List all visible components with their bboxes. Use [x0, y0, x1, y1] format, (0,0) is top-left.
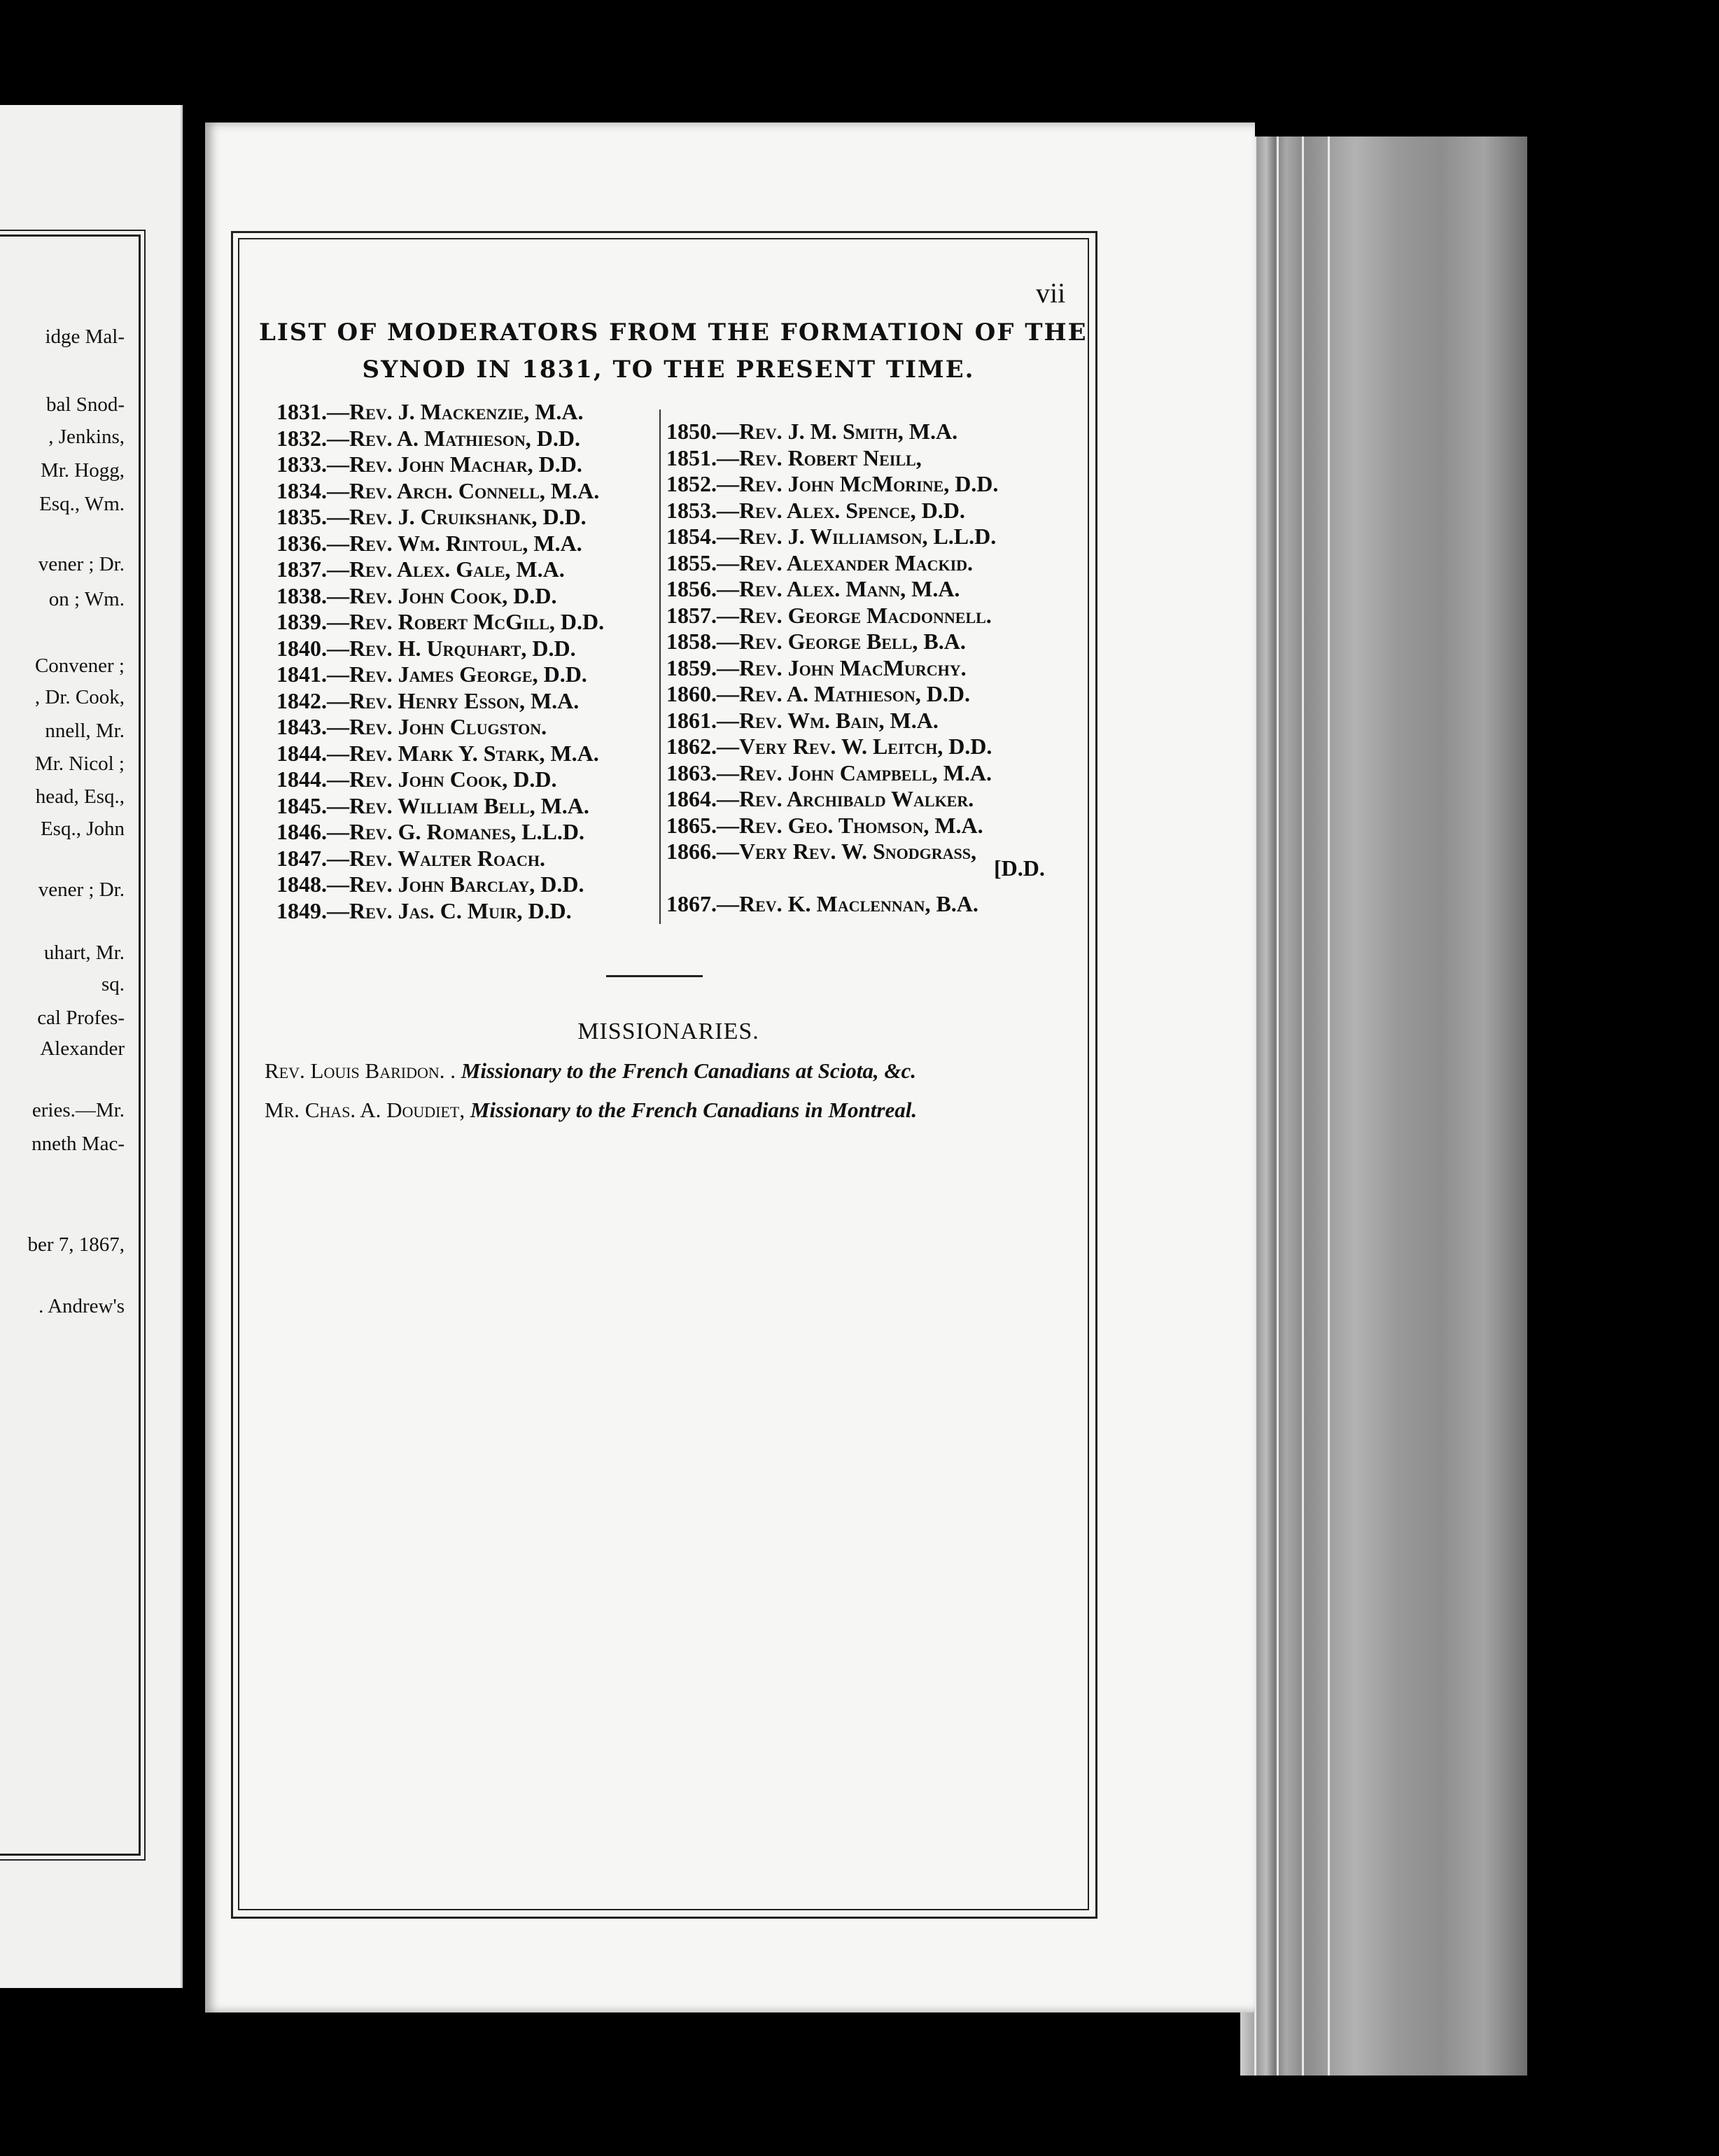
moderator-entry	[666, 839, 976, 864]
moderator-name: —Rev. Wm. Bain, M.A.	[717, 707, 939, 733]
moderator-year: 1840.	[276, 635, 327, 661]
moderator-entry	[276, 609, 604, 635]
page-edge-line	[1302, 136, 1304, 2076]
moderator-name: —Rev. J. Williamson, L.L.D.	[717, 524, 997, 549]
moderator-entry	[666, 498, 965, 524]
moderator-name: —Rev. J. M. Smith, M.A.	[717, 419, 958, 444]
moderator-name: —Rev. Wm. Rintoul, M.A.	[327, 530, 582, 556]
moderator-year: 1846.	[276, 819, 327, 844]
moderator-name: —Rev. H. Urquhart, D.D.	[327, 635, 576, 661]
moderator-year: 1864.	[666, 786, 717, 811]
moderator-entry	[666, 419, 957, 444]
moderator-year: 1860.	[666, 681, 717, 706]
left-page-line: vener ; Dr.	[38, 878, 125, 901]
column-divider	[659, 410, 661, 924]
list-title-line-1: LIST OF MODERATORS FROM THE FORMATION OF THE	[259, 318, 1088, 346]
moderator-entry	[666, 524, 996, 550]
moderator-name: —Rev. John Cook, D.D.	[327, 582, 557, 608]
moderator-name: —Rev. John Barclay, D.D.	[327, 872, 584, 897]
moderator-year: 1845.	[276, 792, 327, 818]
missionaries-heading: MISSIONARIES.	[577, 1018, 759, 1044]
moderator-name: —Rev. John Machar, D.D.	[327, 451, 582, 477]
page-edge-line	[1328, 136, 1330, 2076]
moderator-year: 1855.	[666, 550, 717, 575]
moderator-year: 1849.	[276, 897, 327, 923]
left-page-line: head, Esq.,	[35, 785, 125, 808]
moderator-name: —Rev. Mark Y. Stark, M.A.	[327, 740, 599, 766]
moderator-year: 1859.	[666, 654, 717, 680]
moderator-year: 1848.	[276, 872, 327, 897]
moderator-name: —Rev. A. Mathieson, D.D.	[717, 681, 970, 706]
left-page-line: , Jenkins,	[48, 426, 125, 448]
moderator-name: —Rev. A. Mathieson, D.D.	[327, 425, 580, 451]
moderator-name: —Rev. John MacMurchy.	[717, 654, 967, 680]
moderator-entry	[276, 688, 579, 714]
left-page-line: Esq., John	[40, 818, 125, 840]
moderator-year: 1842.	[276, 687, 327, 713]
moderator-year: 1862.	[666, 734, 717, 759]
left-page-line: Esq., Wm.	[39, 493, 125, 515]
moderator-year: 1832.	[276, 425, 327, 451]
left-page-line: nnell, Mr.	[45, 720, 125, 742]
continued-degree: [D.D.	[994, 855, 1045, 881]
moderator-name: —Rev. George Macdonnell.	[717, 602, 992, 628]
moderator-name: —Rev. Alex. Mann, M.A.	[717, 576, 960, 601]
left-page-line: . Andrew's	[38, 1295, 125, 1317]
moderator-year: 1831.	[276, 399, 327, 424]
moderator-year: 1844.	[276, 740, 327, 766]
left-page-line: bal Snod-	[46, 393, 125, 416]
left-page-line: cal Profes-	[37, 1007, 125, 1029]
left-page-line: on ; Wm.	[48, 588, 125, 610]
moderator-entry	[666, 734, 992, 760]
moderator-entry	[666, 681, 970, 707]
page-edge-line	[1277, 136, 1279, 2076]
moderator-entry	[666, 576, 960, 602]
book-page-edges	[1240, 136, 1527, 2076]
moderator-year: 1863.	[666, 760, 717, 785]
left-page-line: nneth Mac-	[31, 1133, 125, 1155]
moderator-name: —Rev. Alex. Gale, M.A.	[327, 556, 565, 582]
moderator-name: —Rev. Jas. C. Muir, D.D.	[327, 897, 572, 923]
missionary-name: Mr. Chas. A. Doudiet,	[265, 1098, 465, 1122]
moderator-year: 1835.	[276, 504, 327, 529]
moderator-entry	[666, 629, 966, 654]
moderator-entry	[276, 766, 556, 792]
left-page-line: Alexander	[40, 1037, 125, 1060]
moderator-entry	[276, 872, 584, 897]
moderator-year: 1861.	[666, 707, 717, 733]
moderator-entry	[276, 451, 582, 477]
left-page-line: Convener ;	[34, 654, 125, 677]
moderator-year: 1837.	[276, 556, 327, 582]
moderator-entry	[666, 891, 978, 917]
moderator-entry	[276, 741, 599, 766]
moderator-entry	[276, 846, 545, 872]
moderator-year: 1858.	[666, 629, 717, 654]
list-title-line-2: SYNOD IN 1831, TO THE PRESENT TIME.	[362, 356, 975, 384]
left-page-line: ber 7, 1867,	[27, 1233, 125, 1256]
missionary-role: Missionary to the French Canadians in Montreal.	[470, 1098, 918, 1122]
moderator-entry	[276, 426, 580, 451]
moderator-year: 1838.	[276, 582, 327, 608]
moderator-name: —Rev. Henry Esson, M.A.	[327, 687, 580, 713]
moderator-entry	[276, 819, 584, 845]
moderator-entry	[666, 550, 973, 576]
missionary-entry	[265, 1058, 916, 1084]
left-page-line: vener ; Dr.	[38, 553, 125, 575]
moderator-entry	[666, 603, 992, 629]
moderator-year: 1850.	[666, 419, 717, 444]
moderator-year: 1839.	[276, 609, 327, 634]
moderator-entry	[666, 708, 939, 734]
moderator-entry	[666, 471, 998, 497]
left-page-line: Mr. Nicol ;	[34, 752, 125, 775]
moderator-name: —Rev. John Campbell, M.A.	[717, 760, 992, 785]
moderator-entry	[276, 399, 584, 425]
moderator-name: —Rev. Alex. Spence, D.D.	[717, 497, 965, 523]
moderator-entry	[276, 556, 565, 582]
section-rule	[606, 975, 703, 977]
moderator-name: —Rev. John Cook, D.D.	[327, 766, 557, 792]
moderator-entry	[276, 531, 582, 556]
missionary-entry	[265, 1098, 917, 1123]
moderator-name: —Rev. John McMorine, D.D.	[717, 471, 999, 496]
moderator-entry	[276, 583, 556, 609]
moderator-name: —Rev. Alexander Mackid.	[717, 550, 974, 575]
moderator-entry	[666, 813, 983, 839]
moderator-year: 1844.	[276, 766, 327, 792]
missionary-role: Missionary to the French Canadians at Sciota, &c.	[461, 1058, 917, 1083]
moderator-name: —Rev. G. Romanes, L.L.D.	[327, 819, 585, 844]
moderator-year: 1851.	[666, 444, 717, 470]
moderator-year: 1854.	[666, 524, 717, 549]
moderator-year: 1866.	[666, 839, 717, 864]
moderator-name: —Rev. Arch. Connell, M.A.	[327, 477, 600, 503]
moderator-name: —Rev. William Bell, M.A.	[327, 792, 589, 818]
left-page-line: , Dr. Cook,	[34, 686, 125, 708]
moderator-name: —Rev. Archibald Walker.	[717, 786, 974, 811]
moderator-entry	[276, 793, 589, 819]
moderator-year: 1836.	[276, 530, 327, 556]
left-page-line: eries.—Mr.	[31, 1099, 125, 1121]
moderator-year: 1847.	[276, 845, 327, 871]
moderator-year: 1852.	[666, 471, 717, 496]
moderator-entry	[666, 445, 922, 471]
moderator-entry	[276, 478, 599, 504]
moderator-entry	[276, 714, 547, 740]
left-facing-page	[0, 105, 183, 1988]
moderator-year: 1834.	[276, 477, 327, 503]
moderator-name: —Rev. J. Mackenzie, M.A.	[327, 399, 584, 424]
moderator-name: —Rev. George Bell, B.A.	[717, 629, 966, 654]
left-page-line: Mr. Hogg,	[40, 459, 125, 482]
moderator-name: —Rev. K. Maclennan, B.A.	[717, 891, 978, 916]
moderator-name: —Rev. J. Cruikshank, D.D.	[327, 504, 587, 529]
moderator-name: —Very Rev. W. Snodgrass,	[717, 839, 976, 864]
moderator-year: 1867.	[666, 891, 717, 916]
moderator-name: —Rev. Walter Roach.	[327, 845, 545, 871]
moderator-name: —Rev. John Clugston.	[327, 714, 547, 739]
missionary-name: Rev. Louis Baridon. .	[265, 1058, 456, 1083]
moderator-name: —Rev. Geo. Thomson, M.A.	[717, 812, 983, 838]
moderator-entry	[276, 504, 587, 530]
left-page-line: idge Mal-	[45, 326, 125, 348]
moderator-name: —Rev. Robert Neill,	[717, 444, 922, 470]
moderator-year: 1841.	[276, 662, 327, 687]
moderator-year: 1865.	[666, 812, 717, 838]
left-page-line: sq.	[101, 973, 125, 995]
moderator-year: 1843.	[276, 714, 327, 739]
moderator-year: 1857.	[666, 602, 717, 628]
left-page-line: uhart, Mr.	[43, 941, 125, 964]
moderator-year: 1856.	[666, 576, 717, 601]
moderator-entry	[666, 786, 974, 812]
moderator-entry	[276, 898, 572, 924]
moderator-name: —Rev. Robert McGill, D.D.	[327, 609, 605, 634]
moderator-year: 1853.	[666, 497, 717, 523]
moderator-name: —Rev. James George, D.D.	[327, 662, 587, 687]
moderator-year: 1833.	[276, 451, 327, 477]
moderator-entry	[666, 760, 992, 786]
moderator-entry	[276, 636, 576, 662]
moderator-name: —Very Rev. W. Leitch, D.D.	[717, 734, 992, 759]
page-number: vii	[1036, 277, 1066, 309]
moderator-entry	[666, 655, 967, 681]
moderator-entry	[276, 662, 587, 687]
